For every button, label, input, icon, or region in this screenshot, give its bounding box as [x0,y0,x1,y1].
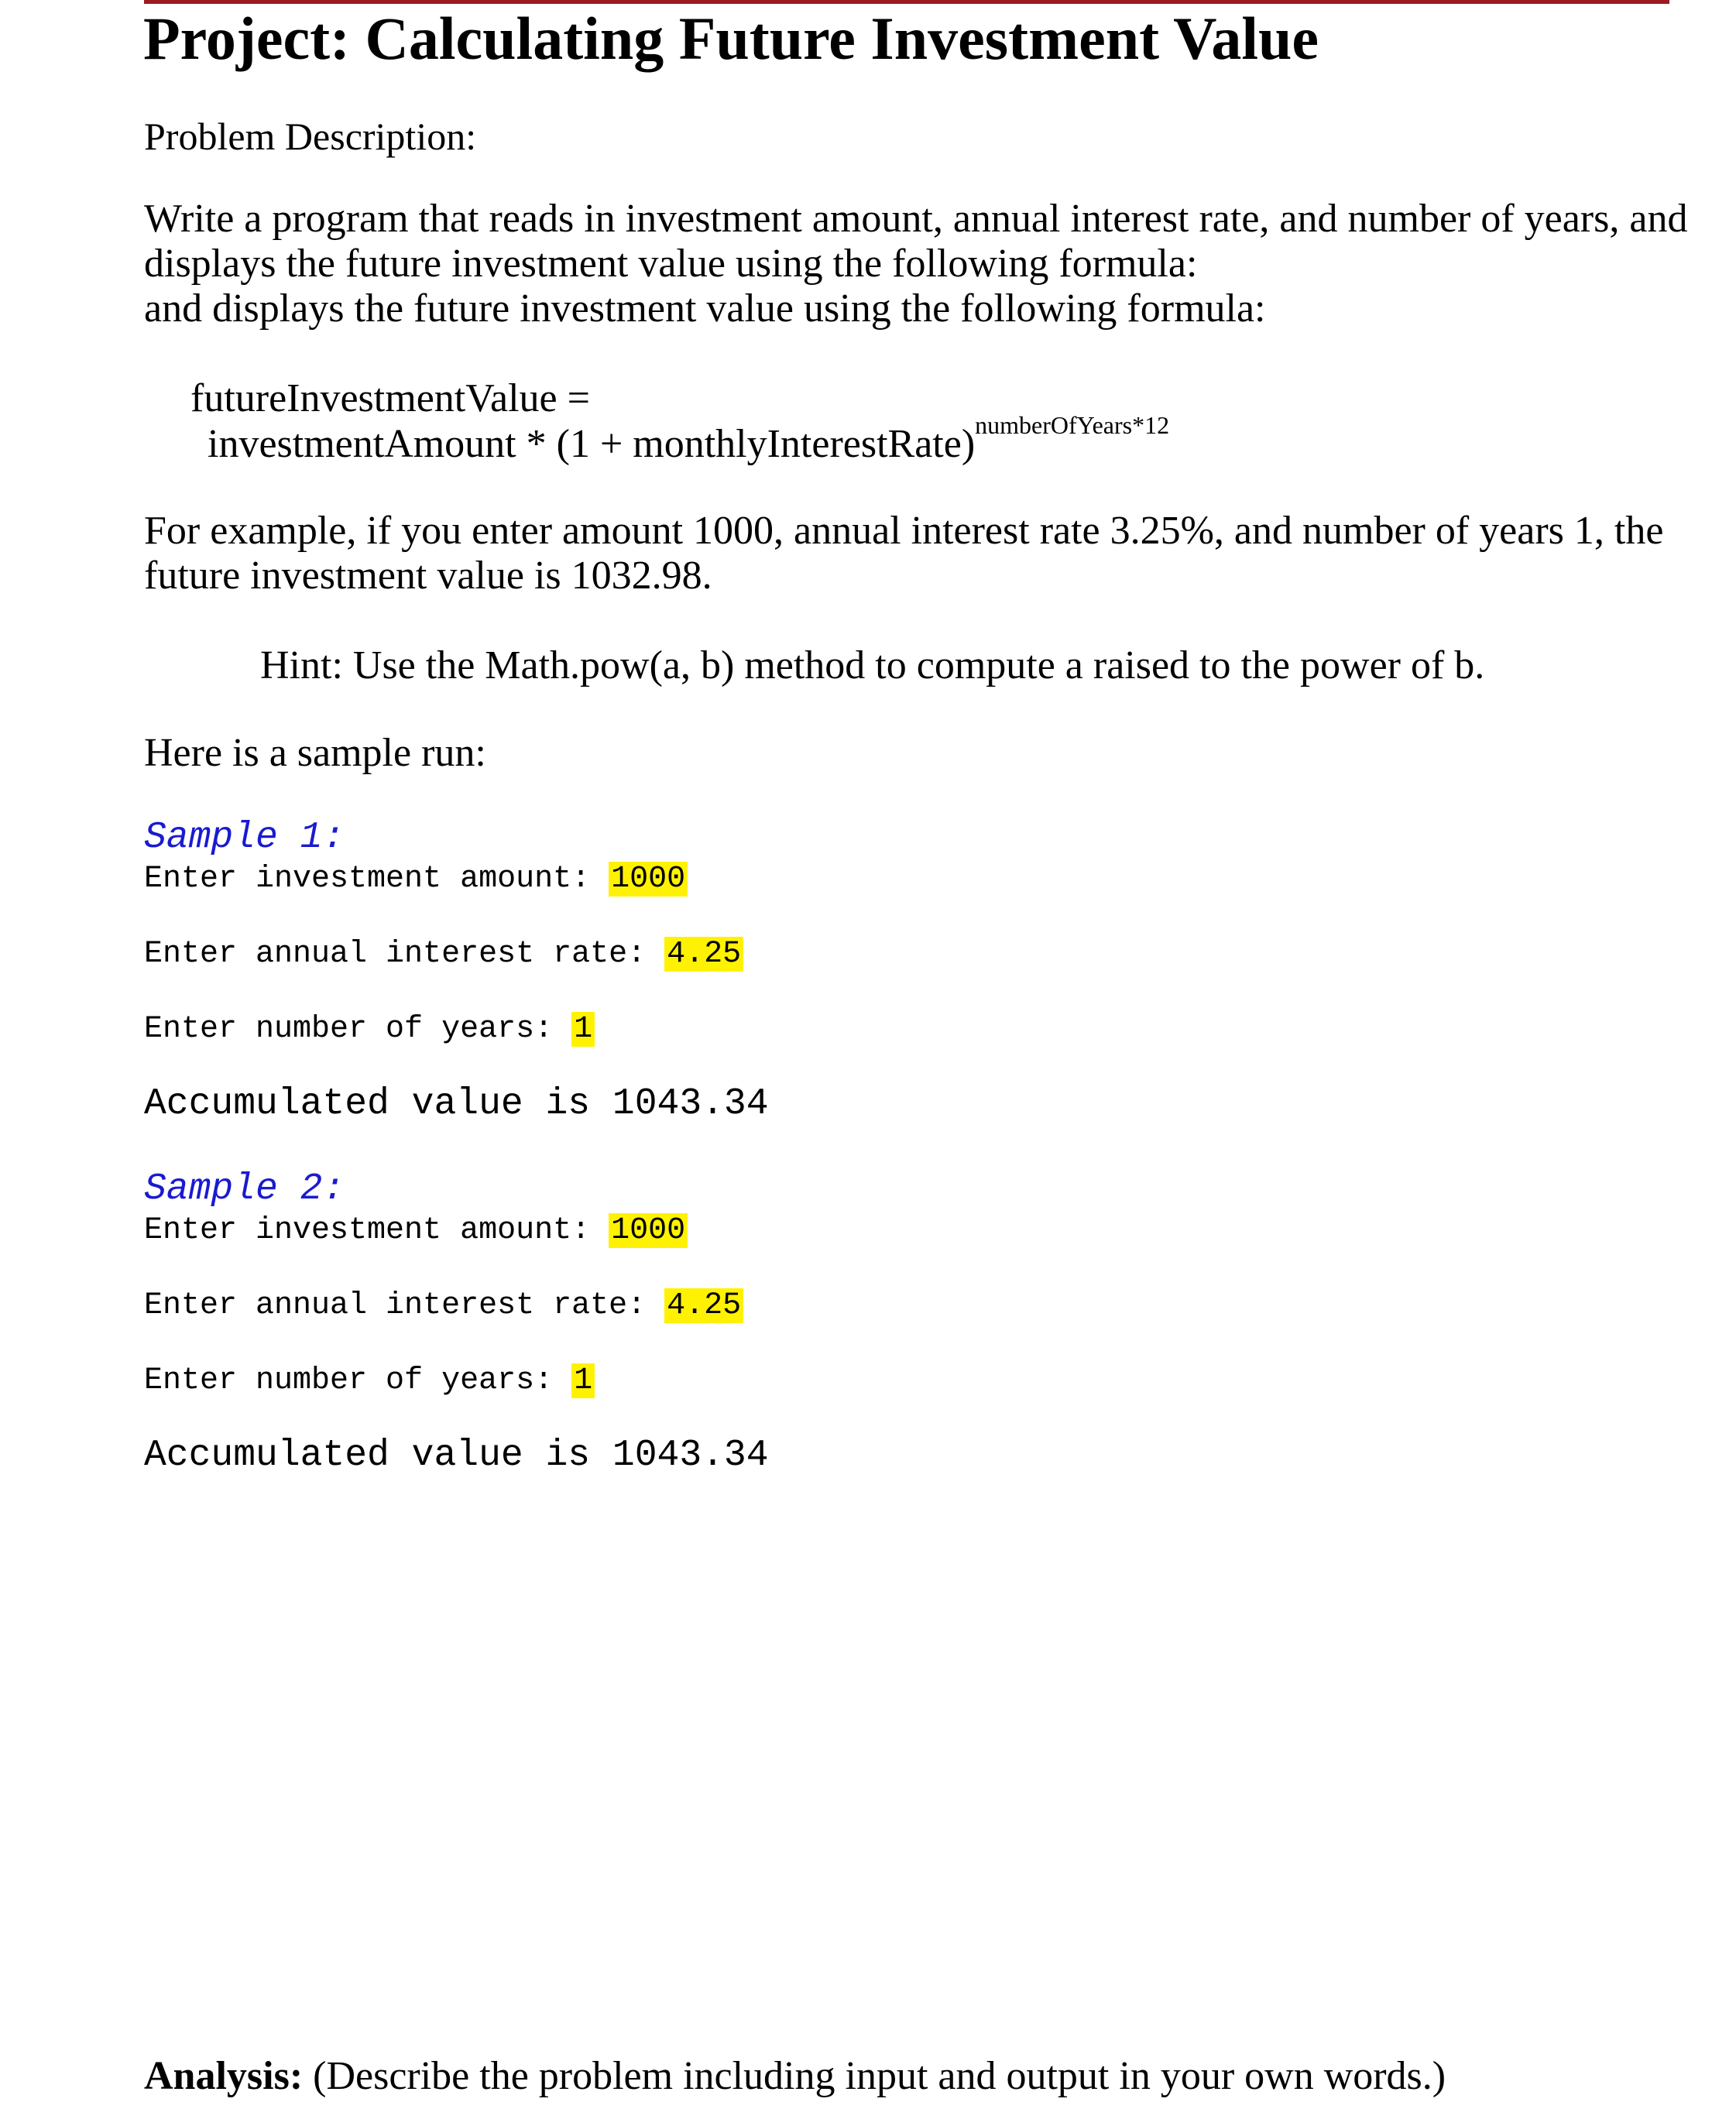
rate-input-value: 4.25 [664,1288,743,1323]
rate-input-value: 4.25 [664,937,743,972]
years-prompt: Enter number of years: [144,1363,572,1398]
sample-1-amount-line [144,860,688,899]
sample-1-years-line [144,1010,595,1049]
problem-description-label: Problem Description: [144,115,477,158]
sample-1-heading: Sample 1: [144,817,345,859]
years-prompt: Enter number of years: [144,1012,572,1047]
years-input-value: 1 [571,1012,595,1047]
rate-prompt: Enter annual interest rate: [144,1288,665,1323]
hint-text: Hint: Use the Math.pow(a, b) method to compute a raised to the power of b. [260,643,1485,688]
formula-line-2 [208,411,1170,467]
sample-2-amount-line [144,1212,688,1250]
sample-2-result: Accumulated value is 1043.34 [144,1435,769,1476]
amount-input-value: 1000 [609,862,688,897]
formula-exponent: numberOfYears*12 [975,411,1170,439]
years-input-value: 1 [571,1363,595,1398]
analysis-text: (Describe the problem including input and output in your own words.) [303,2054,1446,2098]
description-line: displays the future investment value using the following formula: [144,242,1198,286]
amount-input-value: 1000 [609,1213,688,1248]
sample-1-rate-line [144,935,743,974]
sample-2-heading: Sample 2: [144,1168,345,1210]
example-line: future investment value is 1032.98. [144,554,712,598]
description-line: Write a program that reads in investment amount, annual interest rate, and number of years, and [144,197,1688,241]
rate-prompt: Enter annual interest rate: [144,937,665,972]
sample-2-rate-line [144,1287,743,1325]
sample-run-intro: Here is a sample run: [144,731,486,775]
formula-expression: investmentAmount * (1 + monthlyInterestRate) [208,422,976,466]
analysis-label: Analysis: [144,2054,304,2098]
formula-line-1: futureInvestmentValue = [190,376,590,420]
description-paragraph [144,197,1687,331]
example-line: For example, if you enter amount 1000, annual interest rate 3.25%, and number of years 1, the [144,509,1664,553]
analysis-line [144,2054,1446,2099]
amount-prompt: Enter investment amount: [144,862,609,897]
sample-2-years-line [144,1362,595,1401]
description-line: and displays the future investment value using the following formula: [144,286,1266,331]
amount-prompt: Enter investment amount: [144,1213,609,1248]
page-title: Project: Calculating Future Investment Value [143,5,1319,72]
sample-1-result: Accumulated value is 1043.34 [144,1083,769,1125]
